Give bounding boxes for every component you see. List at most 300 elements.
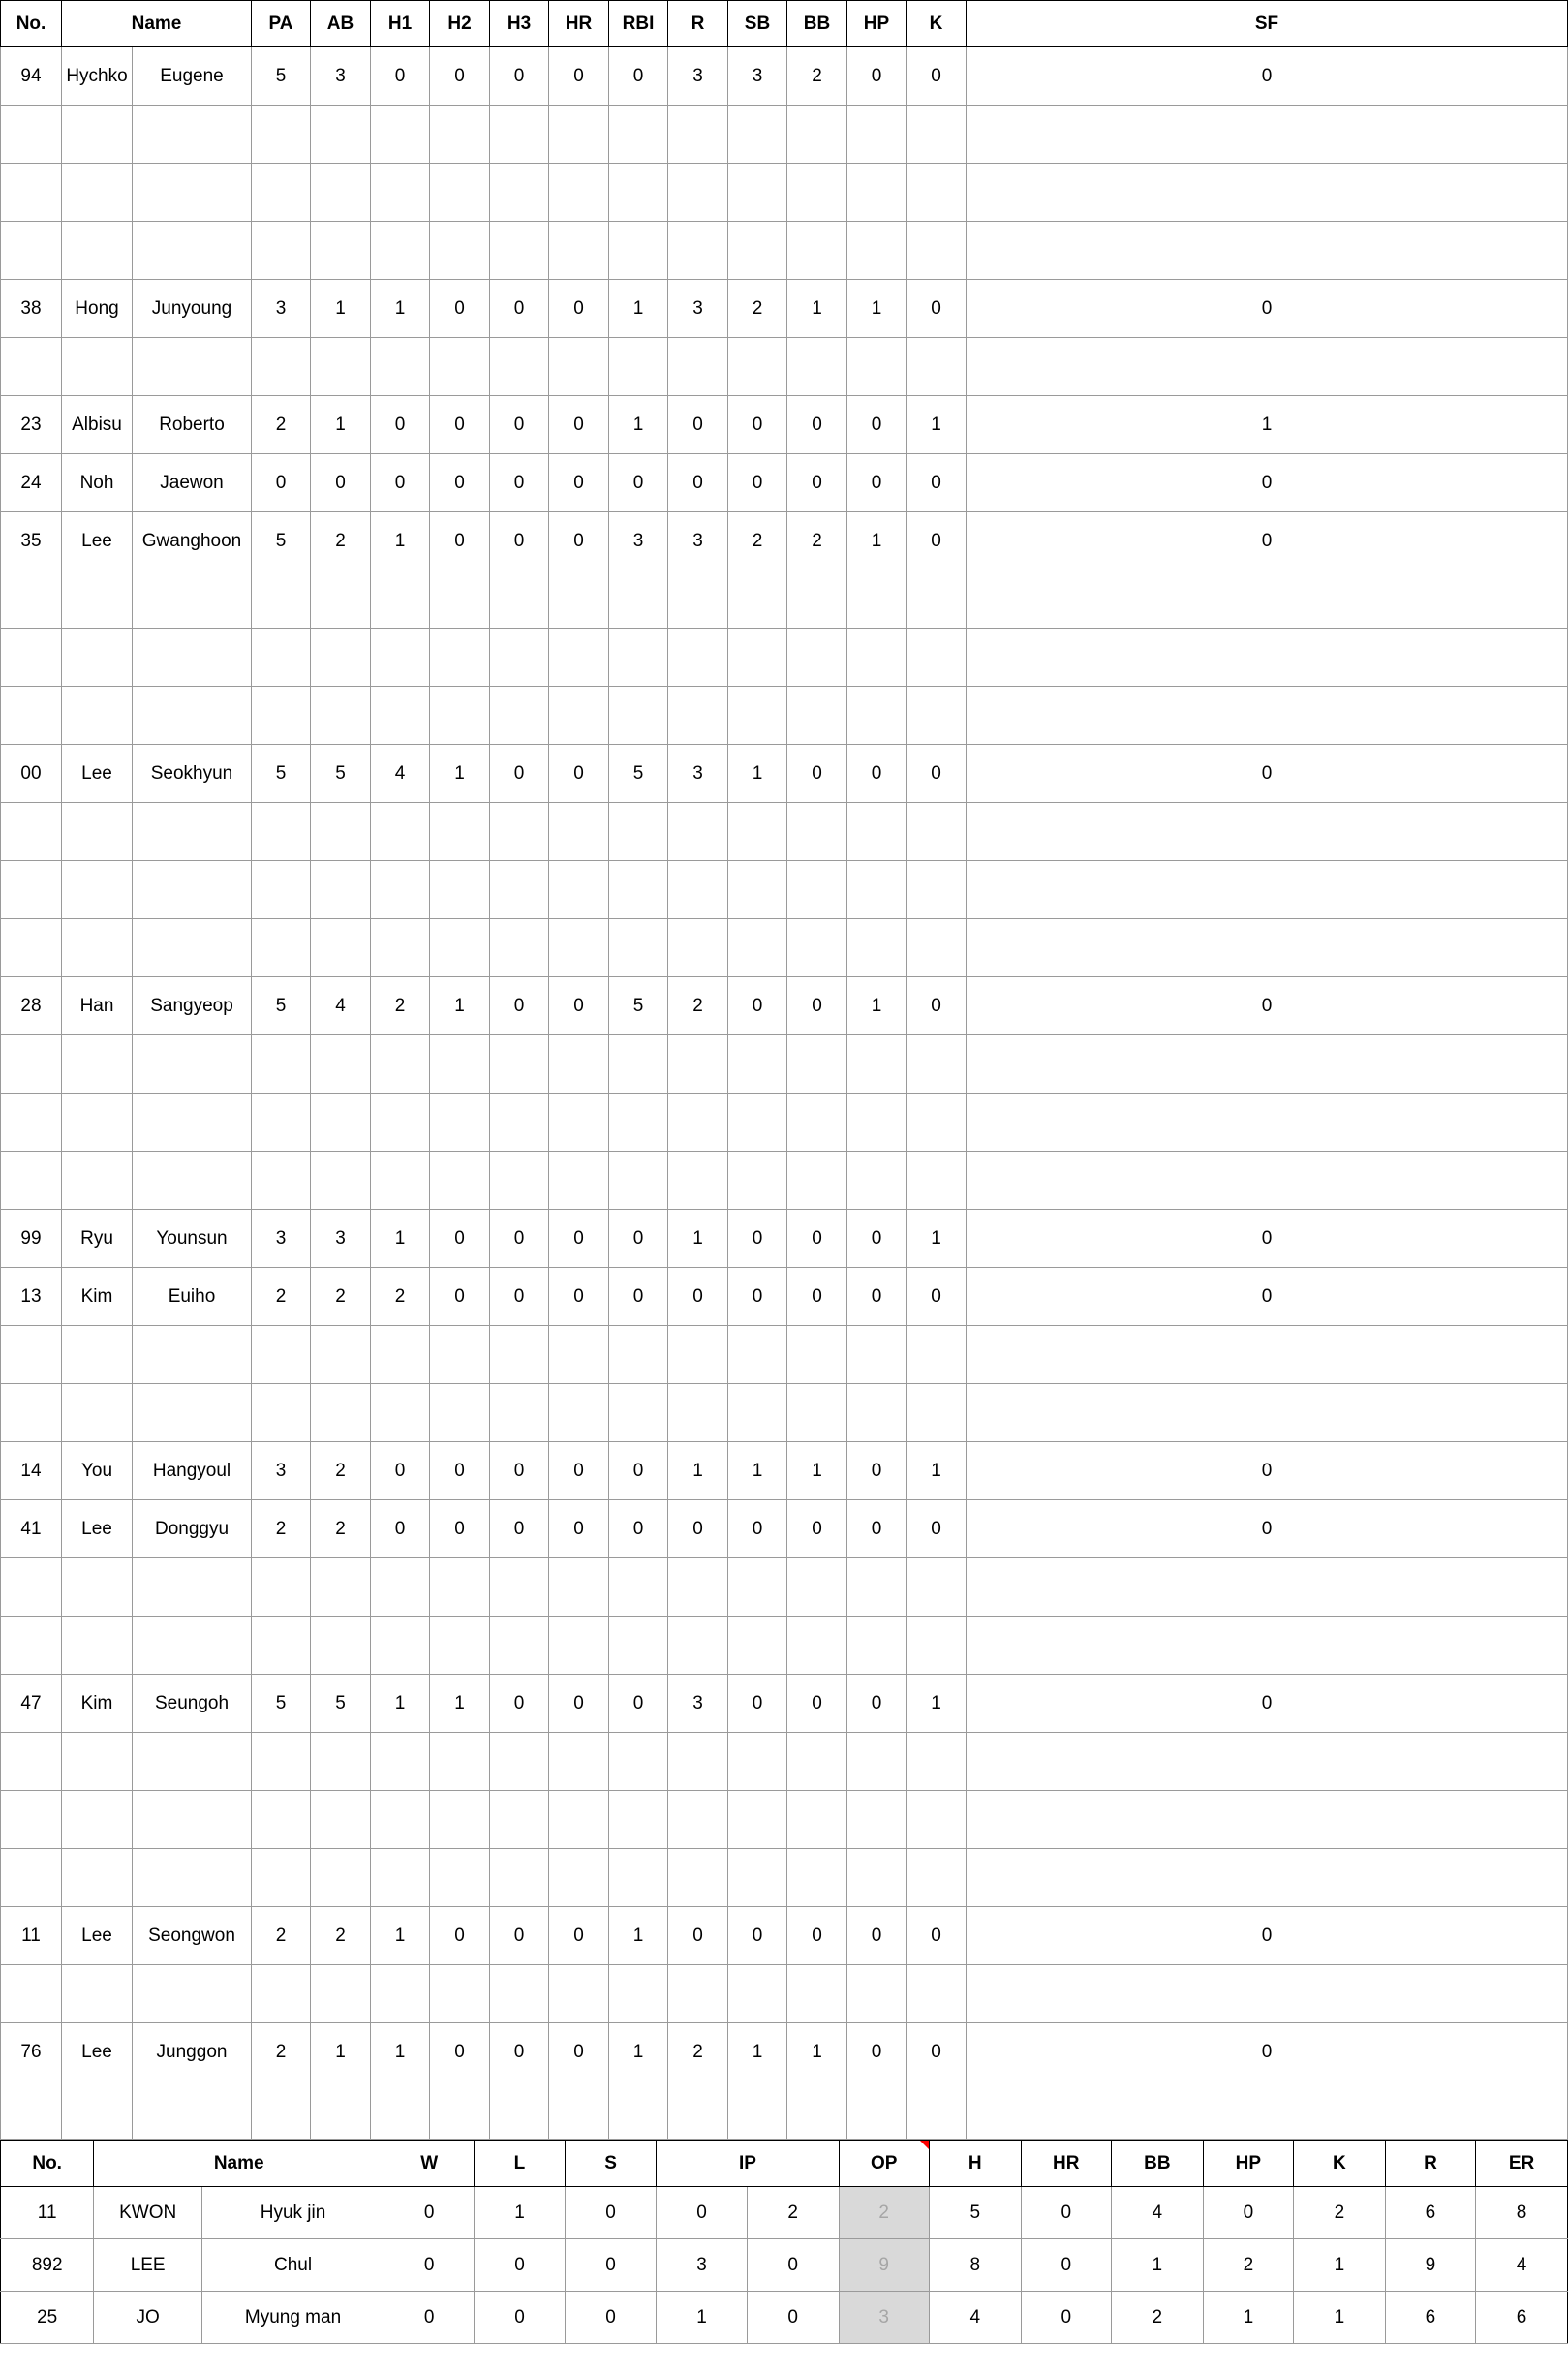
cell-hr[interactable] [549,687,609,745]
cell-last-name[interactable]: Ryu [62,1210,133,1268]
cell-hr[interactable] [549,1152,609,1210]
cell-hp[interactable]: 0 [1203,2187,1293,2239]
cell-h3[interactable] [490,687,549,745]
cell-last-name[interactable] [62,1849,133,1907]
cell-first-name[interactable]: Seongwon [133,1907,252,1965]
cell-w[interactable]: 0 [384,2239,475,2292]
cell-bb[interactable] [787,106,847,164]
cell-k[interactable] [907,919,967,977]
cell-rbi[interactable] [609,1035,668,1094]
cell-l[interactable]: 0 [475,2292,565,2344]
cell-ab[interactable]: 2 [311,1442,371,1500]
cell-no[interactable] [1,1791,62,1849]
cell-hr[interactable] [549,803,609,861]
cell-r[interactable]: 3 [668,47,728,106]
cell-bb[interactable] [787,1152,847,1210]
cell-hp[interactable]: 0 [847,1500,907,1558]
cell-no[interactable] [1,1849,62,1907]
cell-last-name[interactable] [62,1094,133,1152]
cell-h1[interactable] [371,2081,430,2140]
cell-h3[interactable] [490,1326,549,1384]
cell-r[interactable]: 1 [668,1210,728,1268]
cell-h1[interactable] [371,629,430,687]
cell-pa[interactable] [252,1152,311,1210]
cell-hr[interactable]: 0 [1021,2239,1111,2292]
cell-h3[interactable]: 0 [490,280,549,338]
cell-first-name[interactable]: Junggon [133,2023,252,2081]
cell-pa[interactable] [252,1558,311,1617]
cell-last-name[interactable]: JO [94,2292,202,2344]
cell-bb[interactable]: 2 [1111,2292,1203,2344]
cell-hr[interactable]: 0 [549,1268,609,1326]
cell-no[interactable] [1,222,62,280]
cell-no[interactable] [1,1094,62,1152]
cell-last-name[interactable]: Noh [62,454,133,512]
cell-k[interactable] [907,1617,967,1675]
table-row[interactable] [1,164,1568,222]
cell-h1[interactable] [371,1558,430,1617]
cell-rbi[interactable] [609,803,668,861]
cell-sf[interactable] [967,2081,1568,2140]
cell-hp[interactable] [847,1326,907,1384]
cell-bb[interactable]: 0 [787,977,847,1035]
cell-k[interactable] [907,1558,967,1617]
table-row[interactable] [1,2239,1568,2292]
cell-h3[interactable] [490,2081,549,2140]
cell-h2[interactable] [430,1035,490,1094]
cell-ab[interactable]: 3 [311,1210,371,1268]
cell-last-name[interactable] [62,1152,133,1210]
cell-bb[interactable]: 0 [787,1210,847,1268]
cell-bb[interactable] [787,687,847,745]
cell-no[interactable] [1,629,62,687]
cell-last-name[interactable]: LEE [94,2239,202,2292]
cell-ip-outs[interactable]: 2 [747,2187,839,2239]
cell-rbi[interactable] [609,1326,668,1384]
cell-pa[interactable] [252,338,311,396]
cell-pa[interactable] [252,1733,311,1791]
cell-ab[interactable]: 2 [311,1268,371,1326]
cell-h3[interactable]: 0 [490,1268,549,1326]
table-row[interactable] [1,1849,1568,1907]
cell-ab[interactable] [311,919,371,977]
cell-hr[interactable]: 0 [549,454,609,512]
cell-last-name[interactable] [62,222,133,280]
cell-rbi[interactable] [609,106,668,164]
cell-bb[interactable]: 1 [1111,2239,1203,2292]
cell-no[interactable] [1,1384,62,1442]
cell-ab[interactable]: 2 [311,1500,371,1558]
cell-bb[interactable]: 1 [787,2023,847,2081]
cell-h2[interactable] [430,570,490,629]
cell-h3[interactable] [490,106,549,164]
cell-no[interactable]: 41 [1,1500,62,1558]
cell-ab[interactable] [311,1849,371,1907]
cell-r[interactable]: 0 [668,396,728,454]
cell-r[interactable]: 0 [668,1907,728,1965]
table-row[interactable] [1,1617,1568,1675]
cell-r[interactable]: 9 [1385,2239,1475,2292]
cell-ab[interactable] [311,803,371,861]
cell-first-name[interactable]: Hyuk jin [201,2187,384,2239]
cell-hp[interactable]: 0 [847,396,907,454]
cell-no[interactable]: 28 [1,977,62,1035]
cell-sf[interactable]: 0 [967,512,1568,570]
cell-h1[interactable] [371,570,430,629]
cell-sf[interactable]: 0 [967,1210,1568,1268]
cell-h3[interactable] [490,338,549,396]
cell-rbi[interactable]: 1 [609,396,668,454]
cell-h3[interactable] [490,1733,549,1791]
cell-k[interactable]: 0 [907,977,967,1035]
cell-r[interactable] [668,1849,728,1907]
cell-sb[interactable] [728,1849,787,1907]
cell-first-name[interactable] [133,1326,252,1384]
cell-last-name[interactable]: Albisu [62,396,133,454]
cell-sb[interactable] [728,2081,787,2140]
cell-k[interactable] [907,1152,967,1210]
cell-pa[interactable]: 5 [252,977,311,1035]
cell-rbi[interactable] [609,1384,668,1442]
cell-last-name[interactable] [62,687,133,745]
cell-first-name[interactable] [133,919,252,977]
cell-h1[interactable] [371,222,430,280]
cell-r[interactable]: 3 [668,1675,728,1733]
cell-h1[interactable] [371,1965,430,2023]
cell-k[interactable]: 0 [907,1500,967,1558]
table-row[interactable] [1,861,1568,919]
cell-rbi[interactable] [609,1094,668,1152]
cell-sf[interactable] [967,629,1568,687]
cell-r[interactable]: 3 [668,512,728,570]
cell-h[interactable]: 5 [929,2187,1021,2239]
cell-r[interactable] [668,1558,728,1617]
cell-r[interactable] [668,687,728,745]
cell-k[interactable] [907,106,967,164]
cell-sb[interactable] [728,1733,787,1791]
cell-h2[interactable] [430,1733,490,1791]
table-row[interactable] [1,2187,1568,2239]
cell-h[interactable]: 4 [929,2292,1021,2344]
cell-last-name[interactable] [62,1326,133,1384]
cell-k[interactable]: 0 [907,2023,967,2081]
cell-sb[interactable] [728,1384,787,1442]
cell-r[interactable] [668,1094,728,1152]
cell-no[interactable] [1,687,62,745]
cell-pa[interactable]: 5 [252,47,311,106]
cell-hr[interactable] [549,1849,609,1907]
table-row[interactable] [1,106,1568,164]
cell-rbi[interactable] [609,1849,668,1907]
cell-last-name[interactable] [62,106,133,164]
cell-no[interactable] [1,1617,62,1675]
cell-h3[interactable] [490,1094,549,1152]
cell-h2[interactable]: 0 [430,512,490,570]
cell-hr[interactable] [549,2081,609,2140]
cell-ab[interactable] [311,1791,371,1849]
cell-bb[interactable] [787,1035,847,1094]
cell-bb[interactable] [787,803,847,861]
cell-sb[interactable] [728,1094,787,1152]
cell-h2[interactable]: 0 [430,1268,490,1326]
cell-h1[interactable] [371,1617,430,1675]
cell-hr[interactable]: 0 [549,1675,609,1733]
cell-rbi[interactable] [609,687,668,745]
cell-hp[interactable] [847,861,907,919]
cell-last-name[interactable]: Lee [62,745,133,803]
cell-hr[interactable]: 0 [549,512,609,570]
cell-r[interactable] [668,2081,728,2140]
cell-ip-outs[interactable]: 0 [747,2292,839,2344]
cell-last-name[interactable]: KWON [94,2187,202,2239]
cell-rbi[interactable]: 0 [609,1500,668,1558]
cell-r[interactable] [668,629,728,687]
cell-hp[interactable]: 1 [847,280,907,338]
cell-h2[interactable]: 0 [430,280,490,338]
cell-h1[interactable]: 1 [371,512,430,570]
cell-pa[interactable] [252,687,311,745]
cell-op[interactable]: 9 [839,2239,929,2292]
cell-hp[interactable] [847,2081,907,2140]
cell-first-name[interactable]: Roberto [133,396,252,454]
cell-sb[interactable]: 0 [728,1268,787,1326]
cell-r[interactable] [668,164,728,222]
cell-h3[interactable]: 0 [490,1907,549,1965]
cell-rbi[interactable]: 5 [609,745,668,803]
cell-hr[interactable]: 0 [549,47,609,106]
cell-ab[interactable]: 2 [311,1907,371,1965]
cell-no[interactable]: 47 [1,1675,62,1733]
cell-sb[interactable]: 1 [728,745,787,803]
cell-bb[interactable]: 0 [787,1907,847,1965]
cell-sf[interactable] [967,570,1568,629]
table-row[interactable] [1,1094,1568,1152]
cell-rbi[interactable] [609,1733,668,1791]
cell-bb[interactable] [787,1094,847,1152]
cell-k[interactable]: 1 [1294,2239,1386,2292]
cell-last-name[interactable]: Hychko [62,47,133,106]
cell-ab[interactable] [311,1617,371,1675]
cell-k[interactable] [907,861,967,919]
cell-r[interactable] [668,106,728,164]
table-row[interactable] [1,2081,1568,2140]
cell-pa[interactable] [252,919,311,977]
cell-h2[interactable] [430,1849,490,1907]
cell-ab[interactable] [311,687,371,745]
cell-no[interactable]: 35 [1,512,62,570]
cell-hp[interactable] [847,1558,907,1617]
cell-hp[interactable]: 0 [847,1268,907,1326]
cell-h3[interactable]: 0 [490,454,549,512]
cell-sf[interactable] [967,338,1568,396]
cell-h1[interactable] [371,338,430,396]
cell-hp[interactable] [847,919,907,977]
cell-hr[interactable] [549,1965,609,2023]
table-row[interactable] [1,1035,1568,1094]
cell-k[interactable] [907,1791,967,1849]
cell-r[interactable] [668,570,728,629]
cell-h2[interactable] [430,1965,490,2023]
cell-k[interactable]: 0 [907,454,967,512]
cell-hp[interactable]: 1 [847,977,907,1035]
cell-sf[interactable] [967,1094,1568,1152]
cell-h2[interactable]: 0 [430,1907,490,1965]
cell-first-name[interactable] [133,1384,252,1442]
cell-h3[interactable] [490,1791,549,1849]
cell-bb[interactable] [787,629,847,687]
cell-h3[interactable] [490,629,549,687]
cell-ab[interactable] [311,338,371,396]
cell-sf[interactable]: 0 [967,47,1568,106]
cell-hr[interactable]: 0 [549,280,609,338]
cell-sb[interactable] [728,164,787,222]
cell-k[interactable]: 0 [907,745,967,803]
cell-k[interactable] [907,687,967,745]
cell-hp[interactable]: 0 [847,1907,907,1965]
cell-k[interactable]: 0 [907,512,967,570]
cell-pa[interactable] [252,861,311,919]
cell-r[interactable] [668,338,728,396]
cell-k[interactable]: 1 [907,1442,967,1500]
cell-bb[interactable] [787,1617,847,1675]
cell-hp[interactable] [847,629,907,687]
cell-bb[interactable] [787,861,847,919]
cell-k[interactable] [907,1094,967,1152]
cell-r[interactable]: 6 [1385,2187,1475,2239]
cell-hr[interactable] [549,1384,609,1442]
cell-bb[interactable] [787,1965,847,2023]
table-row[interactable] [1,396,1568,454]
table-row[interactable] [1,1558,1568,1617]
cell-h1[interactable]: 0 [371,47,430,106]
cell-bb[interactable]: 0 [787,396,847,454]
cell-first-name[interactable] [133,1094,252,1152]
table-row[interactable] [1,1268,1568,1326]
table-row[interactable] [1,629,1568,687]
cell-k[interactable]: 1 [1294,2292,1386,2344]
cell-rbi[interactable] [609,919,668,977]
cell-hr[interactable] [549,919,609,977]
cell-bb[interactable] [787,338,847,396]
cell-sf[interactable]: 1 [967,396,1568,454]
cell-h3[interactable] [490,222,549,280]
cell-h1[interactable] [371,106,430,164]
cell-h2[interactable]: 1 [430,745,490,803]
cell-hp[interactable]: 0 [847,1675,907,1733]
cell-ab[interactable]: 1 [311,2023,371,2081]
cell-ab[interactable] [311,1384,371,1442]
cell-rbi[interactable]: 0 [609,47,668,106]
cell-k[interactable]: 0 [907,47,967,106]
cell-hp[interactable] [847,1965,907,2023]
cell-k[interactable]: 1 [907,1210,967,1268]
cell-h3[interactable] [490,1035,549,1094]
cell-sb[interactable] [728,1035,787,1094]
cell-h2[interactable]: 0 [430,454,490,512]
cell-hr[interactable]: 0 [549,2023,609,2081]
cell-no[interactable] [1,803,62,861]
cell-first-name[interactable]: Sangyeop [133,977,252,1035]
cell-no[interactable]: 11 [1,1907,62,1965]
cell-hr[interactable]: 0 [549,977,609,1035]
cell-hr[interactable] [549,164,609,222]
table-row[interactable] [1,803,1568,861]
cell-h1[interactable] [371,687,430,745]
cell-rbi[interactable] [609,1965,668,2023]
cell-sf[interactable]: 0 [967,1907,1568,1965]
cell-sb[interactable]: 0 [728,1907,787,1965]
cell-sb[interactable] [728,803,787,861]
table-row[interactable] [1,47,1568,106]
cell-h2[interactable]: 1 [430,977,490,1035]
table-row[interactable] [1,1152,1568,1210]
cell-last-name[interactable] [62,1791,133,1849]
cell-rbi[interactable]: 1 [609,2023,668,2081]
cell-h2[interactable] [430,1326,490,1384]
cell-ab[interactable]: 1 [311,396,371,454]
cell-ab[interactable] [311,2081,371,2140]
cell-no[interactable]: 14 [1,1442,62,1500]
cell-hr[interactable]: 0 [1021,2187,1111,2239]
cell-w[interactable]: 0 [384,2187,475,2239]
cell-sf[interactable] [967,1791,1568,1849]
cell-ip-outs[interactable]: 0 [747,2239,839,2292]
cell-last-name[interactable]: Kim [62,1675,133,1733]
cell-r[interactable] [668,803,728,861]
cell-pa[interactable] [252,803,311,861]
cell-hp[interactable] [847,570,907,629]
cell-h3[interactable] [490,1152,549,1210]
cell-ab[interactable] [311,1094,371,1152]
cell-hr[interactable] [549,629,609,687]
cell-h3[interactable] [490,1384,549,1442]
cell-er[interactable]: 6 [1476,2292,1568,2344]
cell-h1[interactable] [371,1152,430,1210]
cell-pa[interactable]: 2 [252,2023,311,2081]
cell-sb[interactable] [728,222,787,280]
cell-h2[interactable] [430,629,490,687]
cell-sf[interactable]: 0 [967,280,1568,338]
cell-pa[interactable]: 5 [252,745,311,803]
cell-no[interactable] [1,1326,62,1384]
cell-first-name[interactable] [133,1733,252,1791]
cell-no[interactable]: 11 [1,2187,94,2239]
cell-h2[interactable] [430,222,490,280]
cell-first-name[interactable] [133,570,252,629]
cell-no[interactable]: 38 [1,280,62,338]
cell-rbi[interactable] [609,1617,668,1675]
cell-h1[interactable] [371,1384,430,1442]
cell-no[interactable]: 99 [1,1210,62,1268]
cell-hr[interactable] [549,1558,609,1617]
cell-first-name[interactable]: Younsun [133,1210,252,1268]
cell-pa[interactable] [252,629,311,687]
cell-l[interactable]: 0 [475,2239,565,2292]
cell-h3[interactable] [490,803,549,861]
cell-h3[interactable]: 0 [490,2023,549,2081]
cell-no[interactable]: 23 [1,396,62,454]
cell-ab[interactable]: 5 [311,745,371,803]
cell-sb[interactable]: 2 [728,280,787,338]
cell-last-name[interactable]: Hong [62,280,133,338]
cell-h3[interactable] [490,164,549,222]
cell-r[interactable]: 0 [668,1268,728,1326]
cell-pa[interactable]: 3 [252,280,311,338]
cell-first-name[interactable]: Seokhyun [133,745,252,803]
cell-hr[interactable]: 0 [1021,2292,1111,2344]
cell-rbi[interactable] [609,629,668,687]
cell-last-name[interactable] [62,338,133,396]
